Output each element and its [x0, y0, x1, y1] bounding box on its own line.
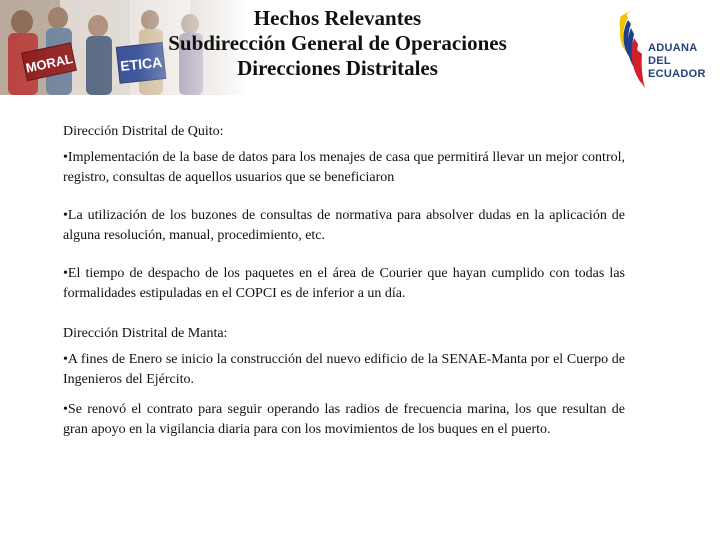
bullet-item: •Se renovó el contrato para seguir operando las radios de frecuencia marina, los que resultan de gran apoyo en la vigilancia diaria para con los movimientos de los buques en el puerto.	[63, 402, 625, 437]
logo-line-1: ADUANA	[648, 42, 698, 54]
bullet-item: •El tiempo de despacho de los paquetes en el área de Courier que hayan cumplido con todas las formalidades estipuladas en el COPCI es de inferior a un día.	[63, 266, 625, 301]
logo-emblem-icon	[612, 6, 652, 91]
title-line-3: Direcciones Distritales	[237, 56, 438, 80]
logo-line-3: ECUADOR	[648, 68, 706, 80]
title-line-1: Hechos Relevantes	[253, 6, 422, 30]
section-heading: Dirección Distrital de Quito:	[63, 124, 224, 139]
aduana-logo	[612, 6, 717, 91]
section-quito	[63, 122, 625, 304]
bullet-item: •A fines de Enero se inicio la construcción del nuevo edificio de la SENAE-Manta por el Cuerpo de Ingenieros del Ejército.	[63, 352, 625, 387]
section-manta	[63, 324, 625, 440]
logo-text	[648, 42, 706, 81]
slide-body	[63, 122, 625, 458]
bullet-item: •La utilización de los buzones de consultas de normativa para absolver dudas en la aplicación de alguna resolución, manual, procedimiento, etc.	[63, 208, 625, 243]
bullet-item: •Implementación de la base de datos para los menajes de casa que permitirá llevar un mejor control, registro, consultas de aquellos usuarios que se beneficiaron	[63, 150, 625, 185]
slide-title	[110, 6, 565, 81]
section-heading: Dirección Distrital de Manta:	[63, 326, 228, 341]
title-line-2: Subdirección General de Operaciones	[168, 31, 507, 55]
logo-line-2: DEL	[648, 55, 671, 67]
